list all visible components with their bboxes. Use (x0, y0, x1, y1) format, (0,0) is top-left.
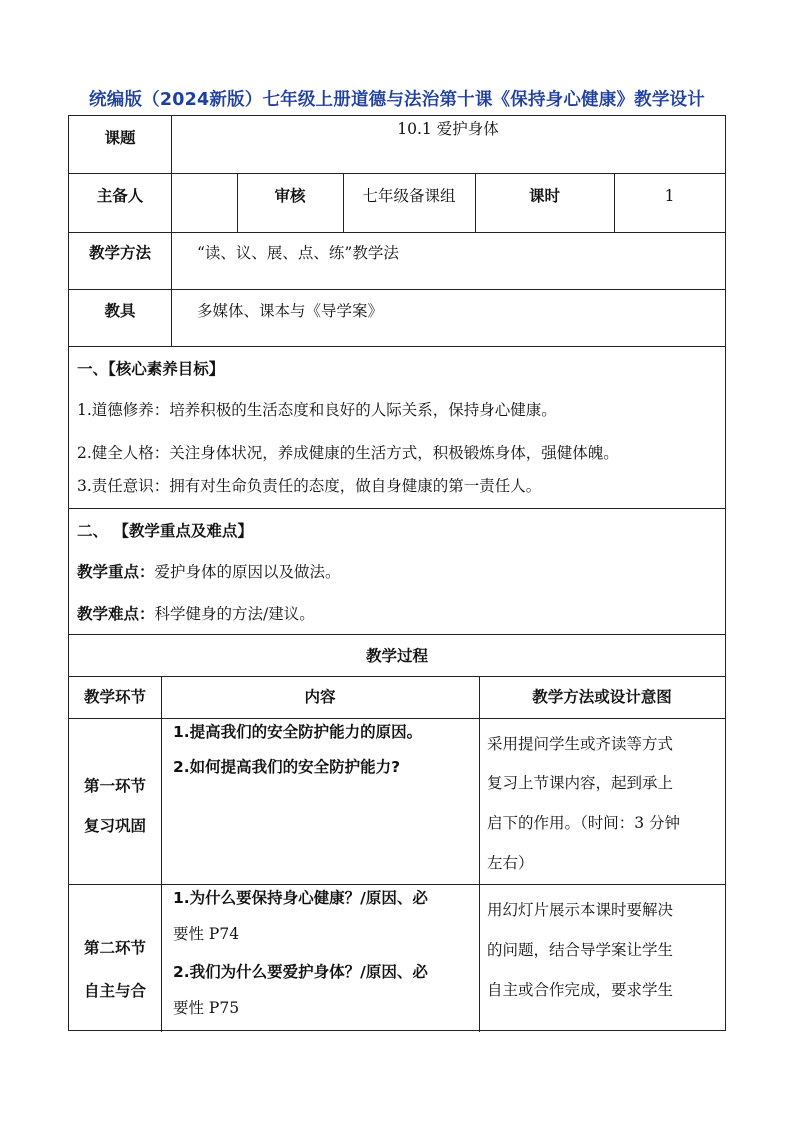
column-divider (161, 677, 162, 1032)
preparer-label: 主备人 (96, 187, 144, 205)
process-heading: 教学过程 (365, 647, 428, 665)
difficulty-label: 教学难点： (77, 605, 155, 623)
focus-label: 教学重点： (77, 563, 155, 581)
column-header-content: 内容 (304, 688, 336, 706)
topic-value: 10.1 爱护身体 (397, 120, 499, 138)
row-divider (69, 676, 725, 677)
method-line: 自主或合作完成，要求学生 (487, 981, 674, 999)
goal-item: 1.道德修养：培养积极的生活态度和良好的人际关系，保持身心健康。 (77, 401, 557, 419)
difficulty-line (77, 604, 315, 624)
goal-item: 3.责任意识：拥有对生命负责任的态度，做自身健康的第一责任人。 (77, 477, 542, 495)
content-line: 2.如何提高我们的安全防护能力? (173, 758, 401, 776)
lesson-plan-table (68, 115, 726, 1031)
content-line: 要性 P74 (173, 925, 240, 943)
goals-heading: 一、【核心素养目标】 (77, 360, 225, 378)
row-divider (69, 508, 725, 509)
method-line: 左右） (487, 854, 534, 872)
column-divider (171, 116, 172, 346)
row-divider (69, 232, 725, 233)
method-line: 的问题，结合导学案让学生 (487, 941, 674, 959)
hours-value: 1 (664, 187, 675, 205)
goal-item: 2.健全人格：关注身体状况，养成健康的生活方式，积极锻炼身体，强健体魄。 (77, 444, 619, 462)
stage-cell: 第二环节 (83, 939, 146, 957)
stage-cell: 自主与合 (83, 982, 146, 1000)
topic-label: 课题 (104, 129, 136, 147)
column-divider (479, 677, 480, 1032)
document-title: 统编版（2024新版）七年级上册道德与法治第十课《保持身心健康》教学设计 (89, 90, 705, 110)
row-divider (69, 289, 725, 290)
content-line: 要性 P75 (173, 999, 240, 1017)
review-label: 审核 (274, 187, 306, 205)
method-line: 采用提问学生或齐读等方式 (487, 735, 674, 753)
content-line: 1.提高我们的安全防护能力的原因。 (173, 723, 423, 741)
method-line: 用幻灯片展示本课时要解决 (487, 901, 674, 919)
review-value: 七年级备课组 (362, 187, 456, 205)
difficulty-text: 科学健身的方法/建议。 (154, 605, 315, 623)
row-divider (69, 634, 725, 635)
tools-label: 教具 (104, 302, 136, 320)
row-divider (69, 718, 725, 719)
method-line: 复习上节课内容，起到承上 (487, 774, 674, 792)
column-header-method: 教学方法或设计意图 (532, 688, 672, 706)
row-divider (69, 884, 725, 885)
row-divider (69, 346, 725, 347)
content-line: 1.为什么要保持身心健康？/原因、必 (173, 889, 428, 907)
stage-cell: 第一环节 (83, 777, 146, 795)
hours-label: 课时 (528, 187, 560, 205)
focus-text: 爱护身体的原因以及做法。 (154, 563, 341, 581)
method-label: 教学方法 (88, 244, 151, 262)
column-header-stage: 教学环节 (83, 688, 146, 706)
keypoints-heading: 二、 【教学重点及难点】 (77, 522, 253, 540)
content-line: 2.我们为什么要爱护身体？/原因、必 (173, 963, 428, 981)
stage-cell: 复习巩固 (83, 817, 146, 835)
method-line: 启下的作用。（时间：3 分钟 (487, 814, 681, 832)
tools-value: 多媒体、课本与《导学案》 (197, 302, 384, 320)
row-divider (69, 173, 725, 174)
focus-line (77, 562, 341, 582)
method-value: “读、议、展、点、练”教学法 (197, 244, 399, 262)
